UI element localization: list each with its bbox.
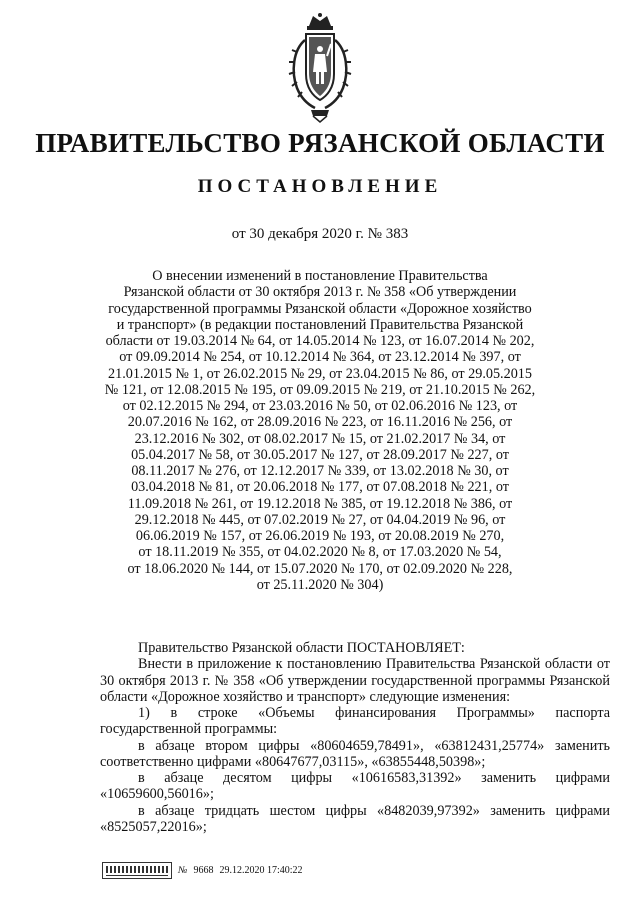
decree-label: ПОСТАНОВЛЕНИЕ xyxy=(197,176,443,197)
registration-number: 9668 xyxy=(193,865,214,876)
decree-date-number: от 30 декабря 2020 г. № 383 xyxy=(231,226,409,242)
subject-line: государственной программы Рязанской области «Дорожное хозяйство xyxy=(108,300,532,317)
decree-body xyxy=(100,640,610,835)
subject-line: 21.01.2015 № 1, от 26.02.2015 № 29, от 23.04.2015 № 86, от 29.05.2015 xyxy=(108,365,532,382)
body-paragraph: в абзаце втором цифры «80604659,78491», «63812431,25774» заменить соответственно цифрами «80647677,03115», «63855448,50398»; xyxy=(100,737,610,770)
coat-of-arms-emblem xyxy=(287,12,353,124)
registration-datetime: 29.12.2020 17:40:22 xyxy=(219,865,303,876)
subject-line: 03.04.2018 № 81, от 20.06.2018 № 177, от 07.08.2018 № 221, от xyxy=(131,479,509,496)
subject-line: от 25.11.2020 № 304) xyxy=(256,576,384,593)
body-paragraph: Внести в приложение к постановлению Правительства Рязанской области от 30 октября 2013 г. № 358 «Об утверждении государственной программы Рязанской области «Дорожное хозяйство и транспорт» следующие изменения: xyxy=(100,656,610,705)
subject-line: от 18.11.2019 № 355, от 04.02.2020 № 8, от 17.03.2020 № 54, xyxy=(138,544,502,561)
subject-line: 23.12.2016 № 302, от 08.02.2017 № 15, от 21.02.2017 № 34, от xyxy=(134,430,506,447)
registration-footer xyxy=(102,862,303,879)
body-paragraph: Правительство Рязанской области ПОСТАНОВЛЯЕТ: xyxy=(138,640,465,656)
subject-line: 29.12.2018 № 445, от 07.02.2019 № 27, от 04.04.2019 № 96, от xyxy=(134,511,506,528)
subject-line: 11.09.2018 № 261, от 19.12.2018 № 385, от 19.12.2018 № 386, от xyxy=(127,495,513,512)
subject-line: 20.07.2016 № 162, от 28.09.2016 № 223, от 16.11.2016 № 256, от xyxy=(127,414,513,431)
subject-line: от 09.09.2014 № 254, от 10.12.2014 № 364, от 23.12.2014 № 397, от xyxy=(119,349,521,366)
subject-line: № 121, от 12.08.2015 № 195, от 09.09.2015 № 219, от 21.10.2015 № 262, xyxy=(104,381,536,398)
subject-line: от 02.12.2015 № 294, от 23.03.2016 № 50, от 02.06.2016 № 123, от xyxy=(122,398,518,414)
subject-line: 08.11.2017 № 276, от 12.12.2017 № 339, от 13.02.2018 № 30, от xyxy=(131,463,509,479)
subject-line: 06.06.2019 № 157, от 26.06.2019 № 193, от 20.08.2019 № 270, xyxy=(135,528,505,544)
body-paragraph: в абзаце тридцать шестом цифры «8482039,97392» заменить цифрами «8525057,22016»; xyxy=(100,802,610,835)
registration-mark: № xyxy=(178,865,188,876)
subject-line: 05.04.2017 № 58, от 30.05.2017 № 127, от 28.09.2017 № 227, от xyxy=(131,446,509,463)
body-paragraph: в абзаце десятом цифры «10616583,31392» заменить цифрами «10659600,56016»; xyxy=(100,770,610,803)
decree-subject xyxy=(100,268,540,593)
subject-line: и транспорт» (в редакции постановлений Правительства Рязанской xyxy=(116,316,524,333)
subject-line: О внесении изменений в постановление Правительства xyxy=(152,268,488,284)
body-paragraph: 1) в строке «Объемы финансирования Программы» паспорта государственной программы: xyxy=(100,705,610,738)
government-title: ПРАВИТЕЛЬСТВО РЯЗАНСКОЙ ОБЛАСТИ xyxy=(35,128,605,158)
subject-line: области от 19.03.2014 № 64, от 14.05.2014 № 123, от 16.07.2014 № 202, xyxy=(105,333,535,349)
barcode-stamp xyxy=(102,862,172,879)
subject-line: Рязанской области от 30 октября 2013 г. № 358 «Об утверждении xyxy=(123,284,517,301)
subject-line: от 18.06.2020 № 144, от 15.07.2020 № 170, от 02.09.2020 № 228, xyxy=(127,560,513,577)
